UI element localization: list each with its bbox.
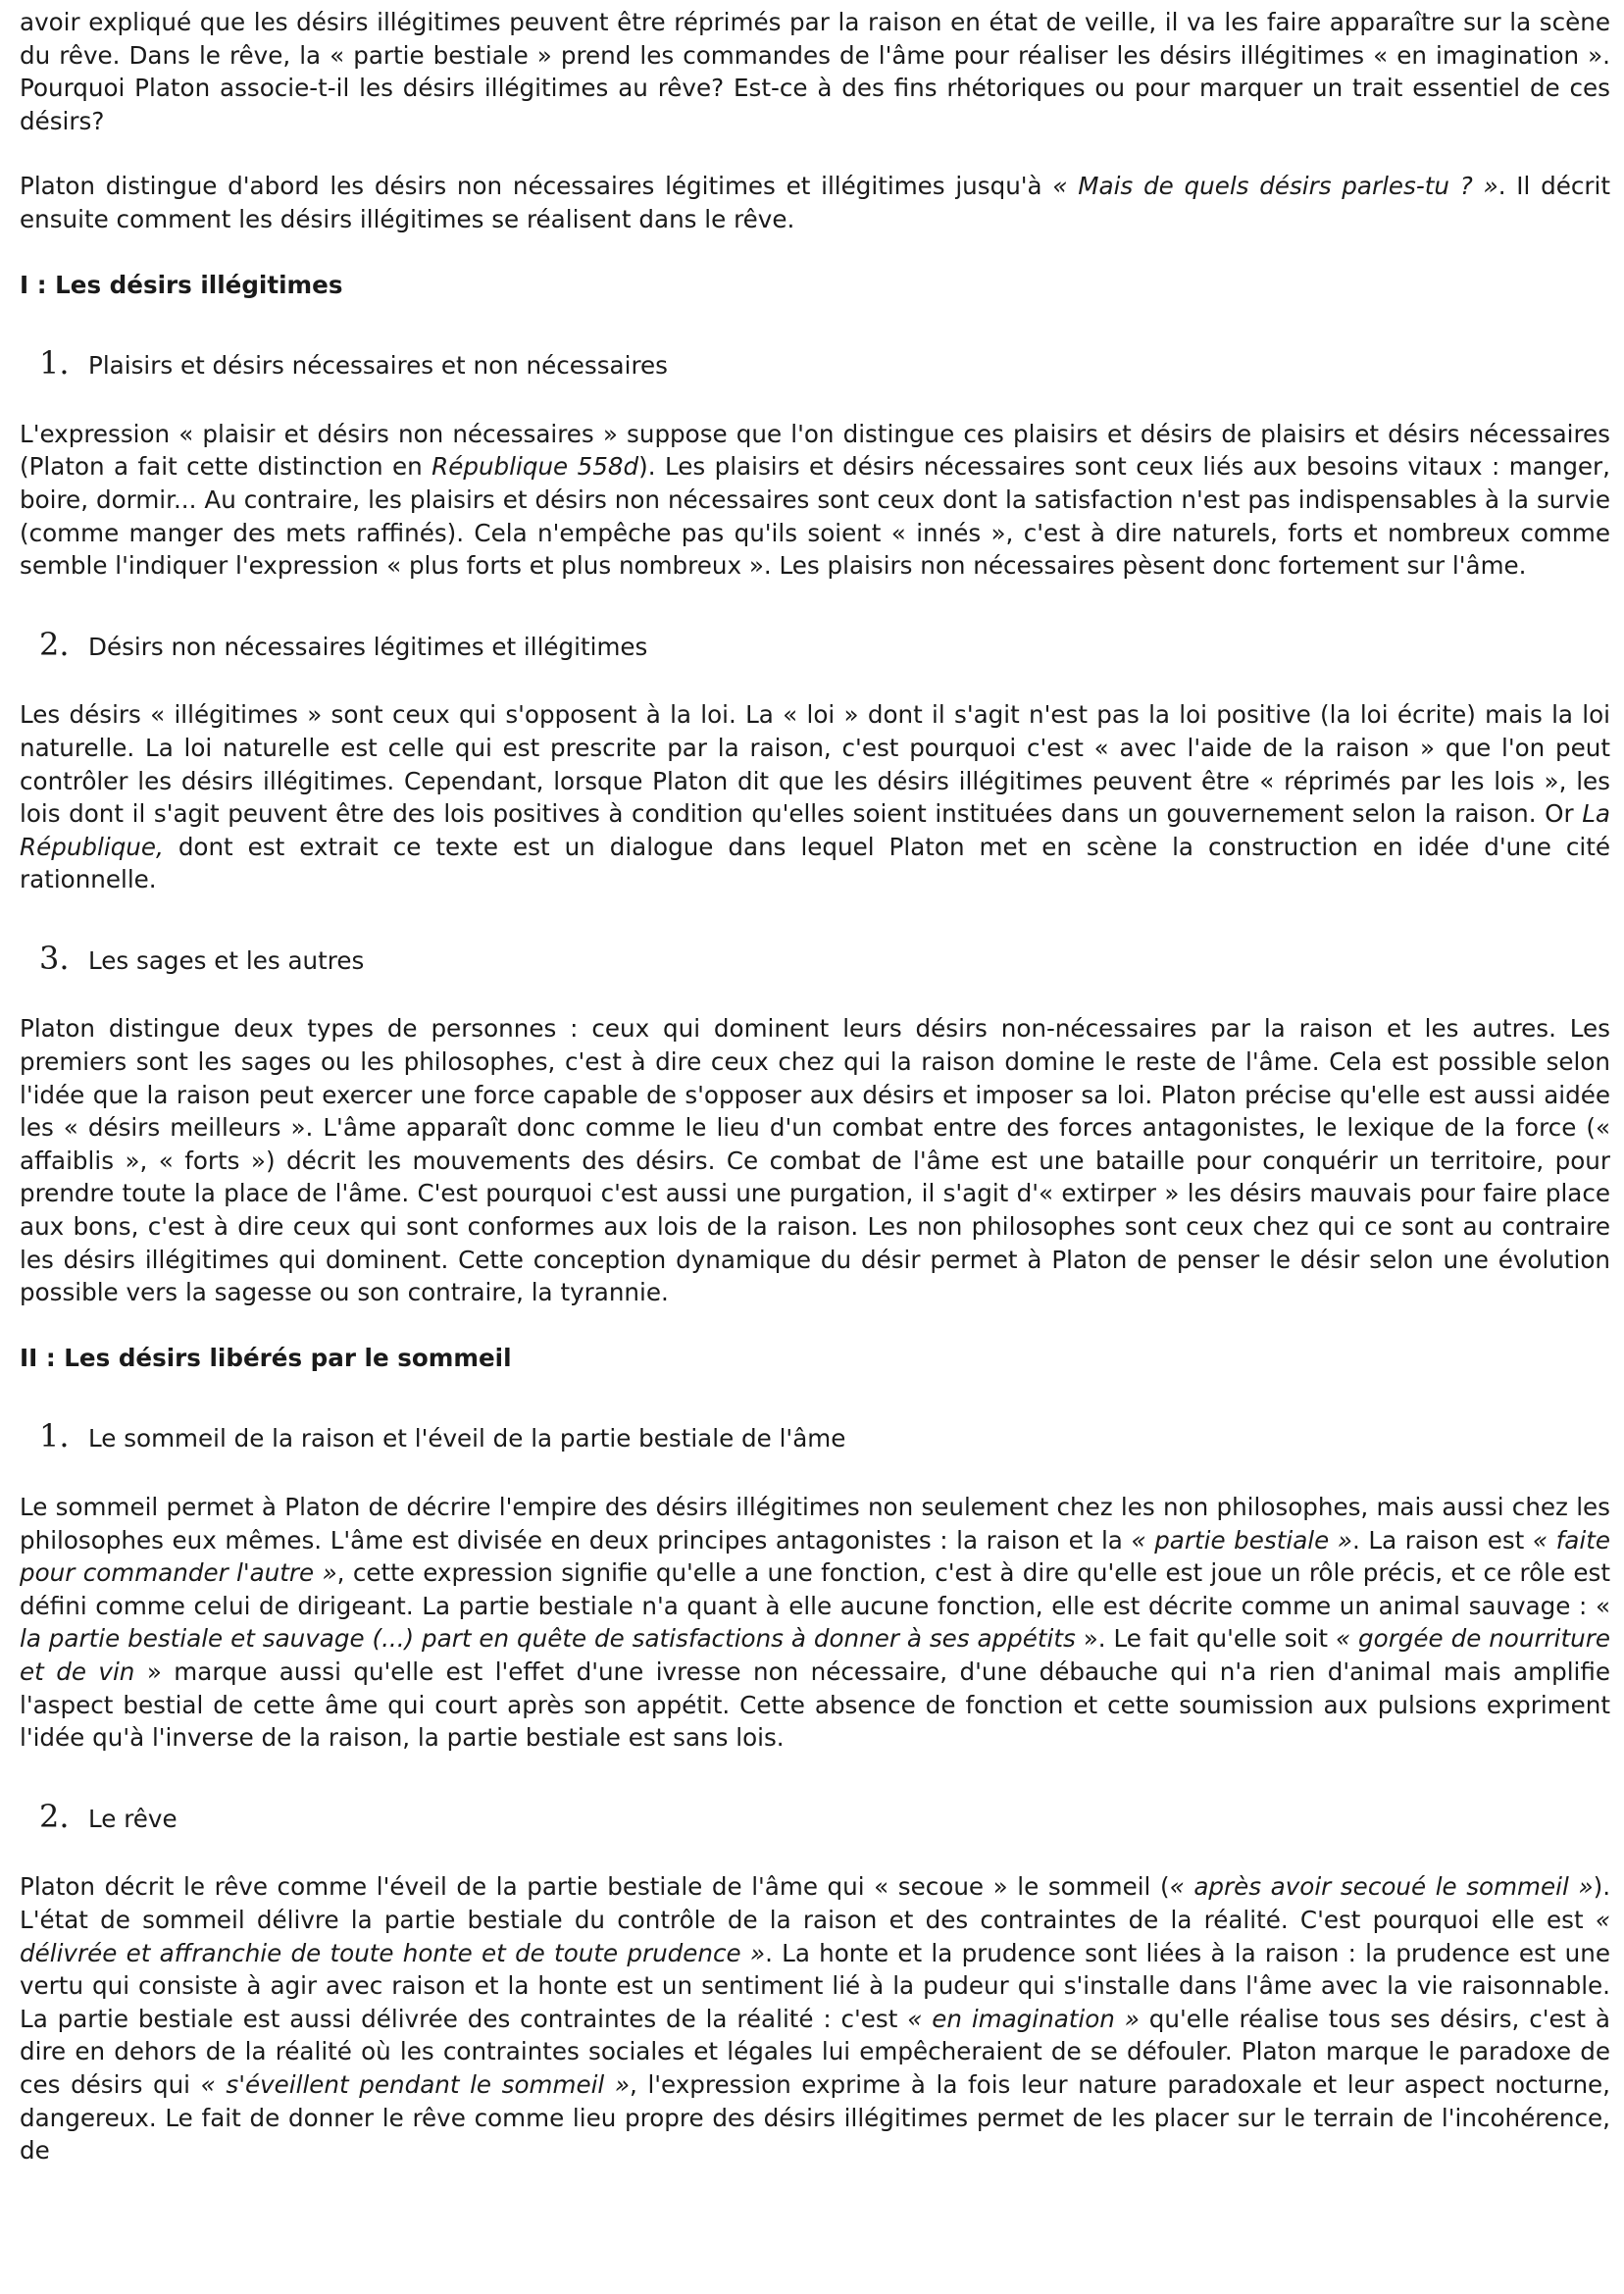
subsection-body-1-1: L'expression « plaisir et désirs non nécessaires » suppose que l'on distingue ces plaisirs et désirs de plaisirs et désirs nécessaires (Platon a fait cette distinction en République 558d). Les plaisirs et désirs nécessaires sont ceux liés aux besoins vitaux : manger, boire, dormir... Au contraire, les plaisirs et désirs non nécessaires sont ceux dont la satisfaction n'est pas indispensables à la survie (comme manger des mets raffinés). Cela n'empêche pas qu'ils soient « innés », c'est à dire naturels, forts et nombreux comme semble l'indiquer l'expression « plus forts et plus nombreux ». Les plaisirs non nécessaires pèsent donc fortement sur l'âme. bbox=[20, 419, 1610, 581]
subsection-body-1-3: Platon distingue deux types de personnes : ceux qui dominent leurs désirs non-nécessaires par la raison et les autres. Les premiers sont les sages ou les philosophes, c'est à dire ceux chez qui la raison domine le reste de l'âme. Cela est possible selon l'idée que la raison peut exercer une force capable de s'opposer aux désirs et imposer sa loi. Platon précise qu'elle est aussi aidée les « désirs meilleurs ». L'âme apparaît donc comme le lieu d'un combat entre des forces antagonistes, le lexique de la force (« affaiblis », « forts ») décrit les mouvements des désirs. Ce combat de l'âme est une bataille pour conquérir un territoire, pour prendre toute la place de l'âme. C'est pourquoi c'est aussi une purgation, il s'agit d'« extirper » les désirs mauvais pour faire place aux bons, c'est à dire ceux qui sont conformes aux lois de la raison. Les non philosophes sont ceux chez qui ce sont au contraire les désirs illégitimes qui dominent. Cette conception dynamique du désir permet à Platon de penser le désir selon une évolution possible vers la sagesse ou son contraire, la tyrannie. bbox=[20, 1014, 1610, 1307]
subsection-title: Plaisirs et désirs nécessaires et non nécessaires bbox=[88, 351, 668, 381]
subsection-number: 2. bbox=[39, 1797, 70, 1835]
section-heading-1: I : Les désirs illégitimes bbox=[20, 270, 343, 299]
subsection-number: 2. bbox=[39, 625, 70, 663]
subsection-body-2-2: Platon décrit le rêve comme l'éveil de la partie bestiale de l'âme qui « secoue » le sommeil (« après avoir secoué le sommeil »). L'état de sommeil délivre la partie bestiale du contrôle de la raison et des contraintes de la réalité. C'est pourquoi elle est « délivrée et affranchie de toute honte et de toute prudence ». La honte et la prudence sont liées à la raison : la prudence est une vertu qui consiste à agir avec raison et la honte est un sentiment lié à la pudeur qui s'installe dans l'âme avec la vie raisonnable. La partie bestiale est aussi délivrée des contraintes de la réalité : c'est « en imagination » qu'elle réalise tous ses désirs, c'est à dire en dehors de la réalité où les contraintes sociales et légales lui empêcheraient de se défouler. Platon marque le paradoxe de ces désirs qui « s'éveillent pendant le sommeil », l'expression exprime à la fois leur nature paradoxale et leur aspect nocturne, dangereux. Le fait de donner le rêve comme lieu propre des désirs illégitimes permet de les placer sur le terrain de l'incohérence, de bbox=[20, 1872, 1611, 2166]
intro-paragraph-2: Platon distingue d'abord les désirs non nécessaires légitimes et illégitimes jusqu'à « Mais de quels désirs parles-tu ? ». Il décrit ensuite comment les désirs illégitimes se réalisent dans le rêve. bbox=[20, 172, 1611, 233]
subsection-number: 1. bbox=[39, 1417, 70, 1455]
subsection-number: 1. bbox=[39, 344, 70, 382]
subsection-title: Désirs non nécessaires légitimes et illégitimes bbox=[88, 632, 648, 661]
document-page bbox=[20, 0, 1610, 2167]
subsection-body-1-2: Les désirs « illégitimes » sont ceux qui s'opposent à la loi. La « loi » dont il s'agit n'est pas la loi positive (la loi écrite) mais la loi naturelle. La loi naturelle est celle qui est prescrite par la raison, c'est pourquoi c'est « avec l'aide de la raison » que l'on peut contrôler les désirs illégitimes. Cependant, lorsque Platon dit que les désirs illégitimes peuvent être « réprimés par les lois », les lois dont il s'agit peuvent être des lois positives à condition qu'elles soient instituées dans un gouvernement selon la raison. Or La République, dont est extrait ce texte est un dialogue dans lequel Platon met en scène la construction en idée d'une cité rationnelle. bbox=[20, 700, 1610, 894]
subsection-heading-1-3 bbox=[20, 940, 1610, 978]
subsection-number: 3. bbox=[39, 939, 70, 977]
subsection-heading-1-1 bbox=[20, 344, 1610, 382]
intro-paragraph-1: avoir expliqué que les désirs illégitimes peuvent être réprimés par la raison en état de veille, il va les faire apparaître sur la scène du rêve. Dans le rêve, la « partie bestiale » prend les commandes de l'âme pour réaliser les désirs illégitimes « en imagination ». Pourquoi Platon associe-t-il les désirs illégitimes au rêve? Est-ce à des fins rhétoriques ou pour marquer un trait essentiel de ces désirs? bbox=[20, 8, 1610, 135]
subsection-title: Les sages et les autres bbox=[88, 945, 365, 975]
subsection-title: Le rêve bbox=[88, 1804, 178, 1833]
subsection-heading-2-1 bbox=[20, 1417, 1610, 1455]
section-heading-2: II : Les désirs libérés par le sommeil bbox=[20, 1343, 512, 1372]
subsection-title: Le sommeil de la raison et l'éveil de la partie bestiale de l'âme bbox=[88, 1424, 846, 1453]
subsection-body-2-1: Le sommeil permet à Platon de décrire l'empire des désirs illégitimes non seulement chez les non philosophes, mais aussi chez les philosophes eux mêmes. L'âme est divisée en deux principes antagonistes : la raison et la « partie bestiale ». La raison est « faite pour commander l'autre », cette expression signifie qu'elle a une fonction, c'est à dire qu'elle est joue un rôle précis, et ce rôle est défini comme celui de dirigeant. La partie bestiale n'a quant à elle aucune fonction, elle est décrite comme un animal sauvage : « la partie bestiale et sauvage (...) part en quête de satisfactions à donner à ses appétits ». Le fait qu'elle soit « gorgée de nourriture et de vin » marque aussi qu'elle est l'effet d'une ivresse non nécessaire, d'une débauche qui n'a rien d'animal mais amplifie l'aspect bestial de cette âme qui court après son appétit. Cette absence de fonction et cette soumission aux pulsions expriment l'idée qu'à l'inverse de la raison, la partie bestiale est sans lois. bbox=[20, 1493, 1610, 1753]
subsection-heading-1-2 bbox=[20, 626, 1610, 664]
subsection-heading-2-2 bbox=[20, 1798, 1610, 1836]
